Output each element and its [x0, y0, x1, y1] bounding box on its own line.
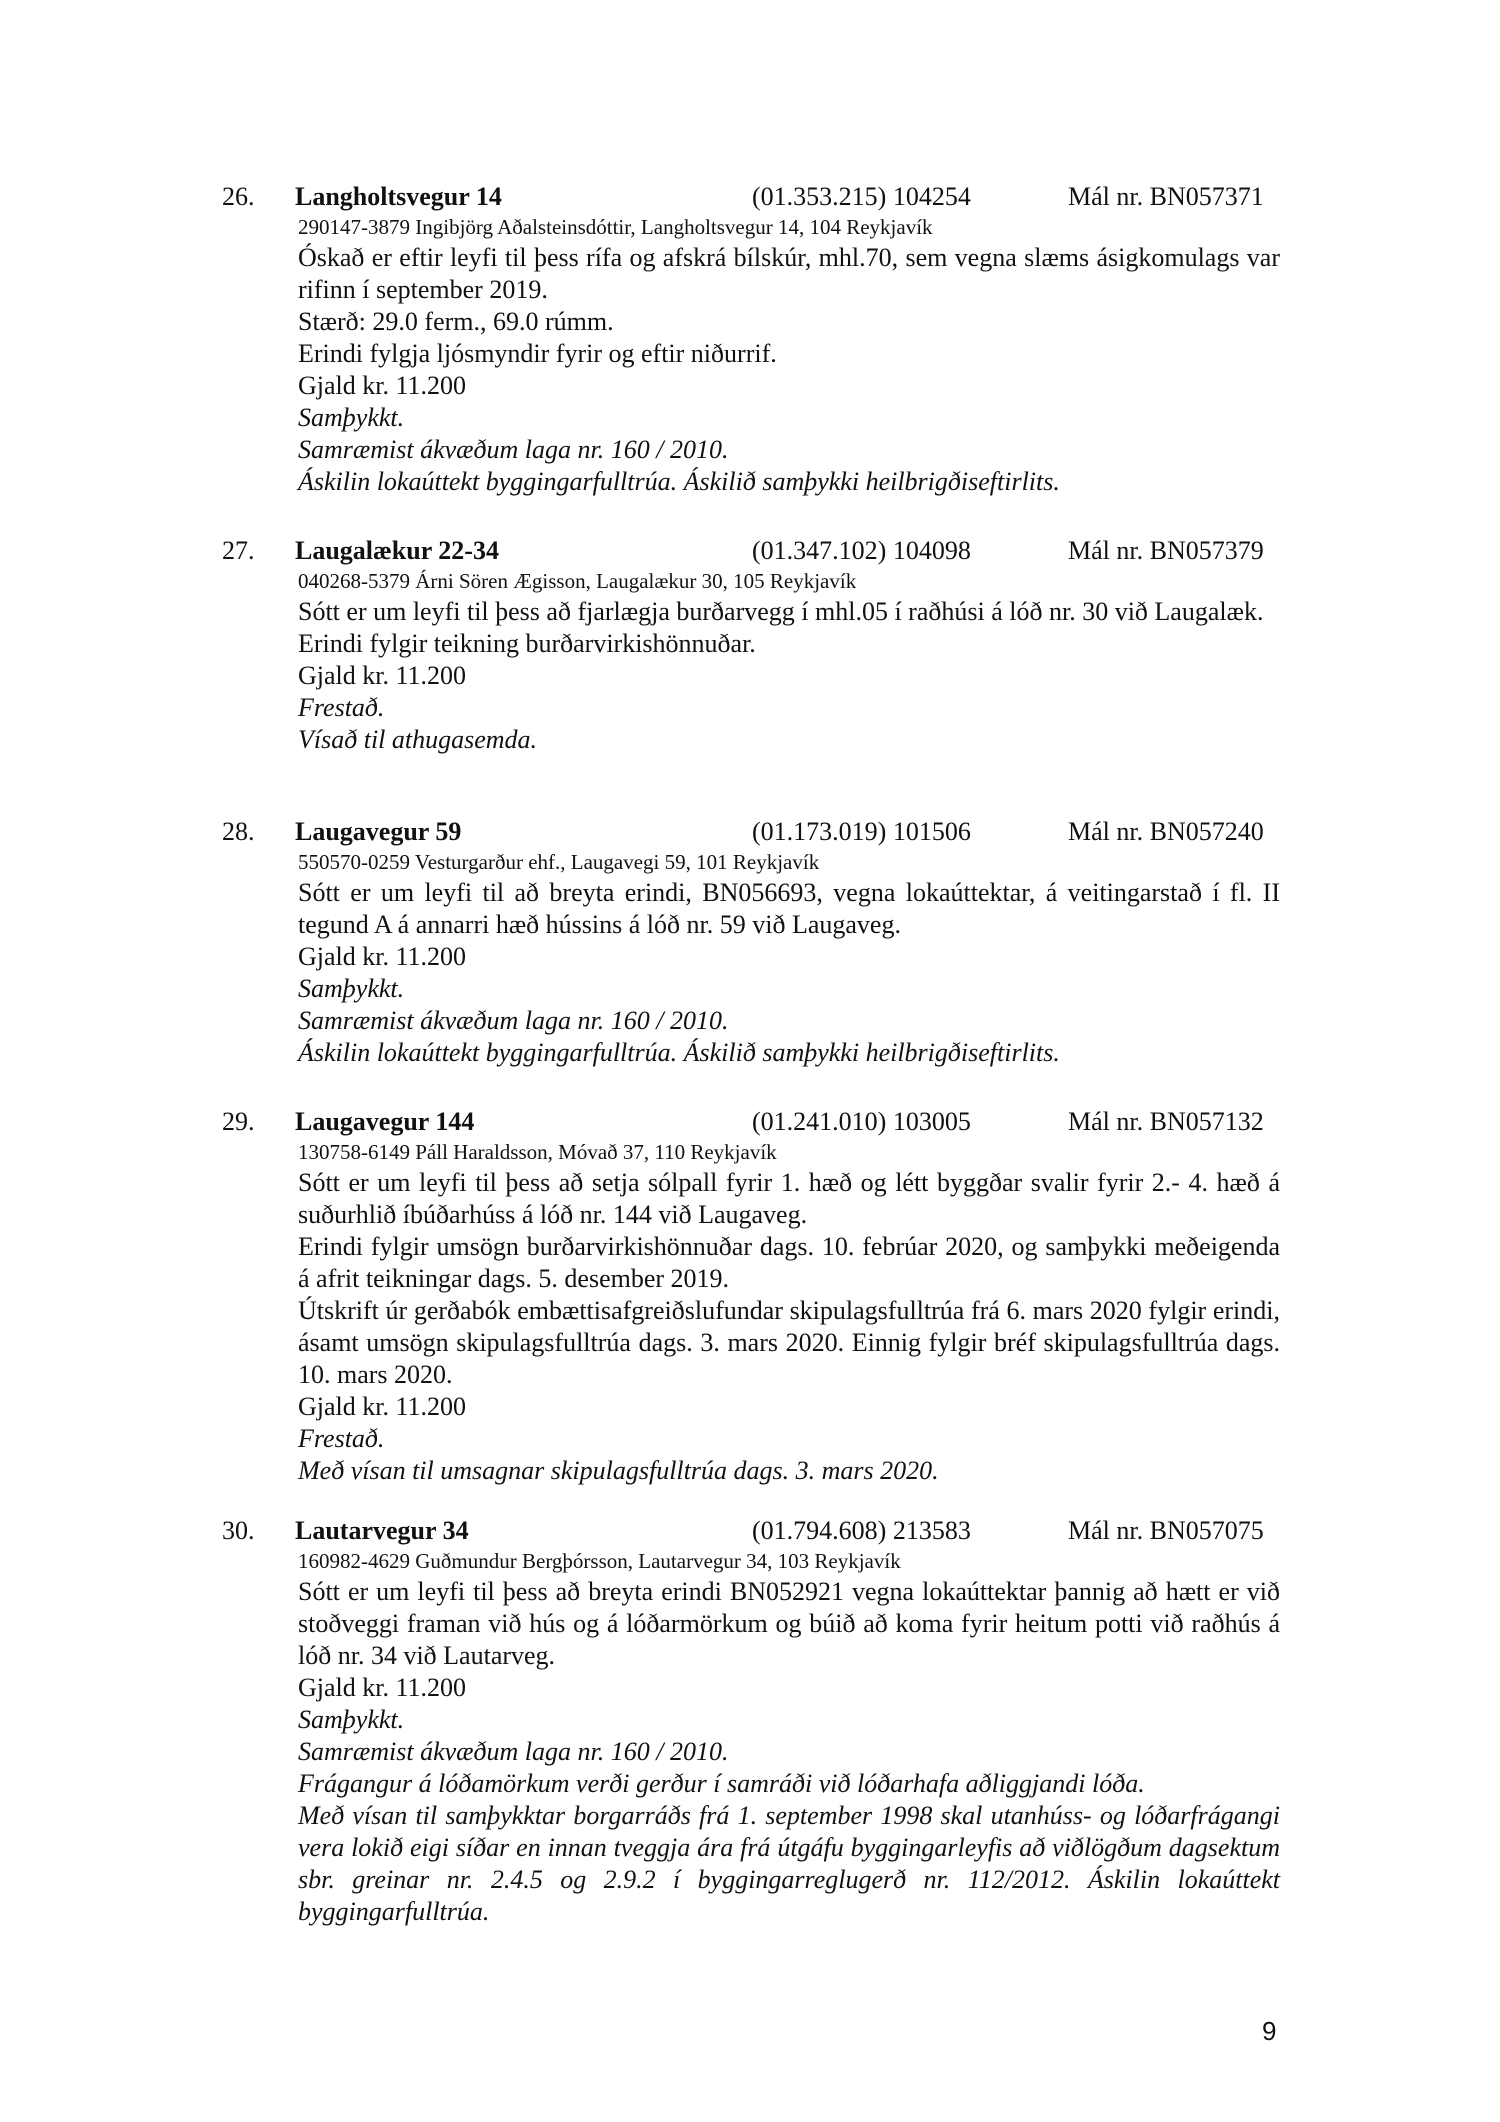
entry-body — [298, 1139, 1280, 1487]
entry-decision: Samræmist ákvæðum laga nr. 160 / 2010. — [298, 1006, 729, 1035]
entry-fee: Gjald kr. 11.200 — [298, 1673, 467, 1702]
entry-applicant: 290147-3879 Ingibjörg Aðalsteinsdóttir, Langholtsvegur 14, 104 Reykjavík — [298, 215, 933, 239]
entry-property-ref: (01.794.608) 213583 — [752, 1516, 971, 1545]
entry-decision: Samþykkt. — [298, 1705, 405, 1734]
entry-case-number: Mál nr. BN057379 — [1068, 536, 1264, 565]
entry-number: 26. — [222, 182, 255, 211]
entry-decision: Með vísan til umsagnar skipulagsfulltrúa dags. 3. mars 2020. — [298, 1456, 939, 1485]
entry-applicant: 040268-5379 Árni Sören Ægisson, Laugalækur 30, 105 Reykjavík — [298, 569, 857, 593]
entry-decision: Áskilin lokaúttekt byggingarfulltrúa. Áskilið samþykki heilbrigðiseftirlits. — [298, 1038, 1060, 1067]
entry-number: 27. — [222, 536, 255, 565]
entry-decision: Með vísan til samþykktar borgarráðs frá 1. september 1998 skal utanhúss- og lóðarfrágangi vera lokið eigi síðar en innan tveggja ára frá útgáfu byggingarleyfis að viðlögðum dagsektum sbr. greinar nr. 2.4.5 og 2.9.2 í byggingarreglugerð nr. 112/2012. Áskilin lokaúttekt byggingarfulltrúa. — [298, 1801, 1280, 1926]
case-entry — [222, 180, 1282, 498]
entry-text: Sótt er um leyfi til að breyta erindi, BN056693, vegna lokaúttektar, á veitingarstað í fl. II tegund A á annarri hæð hússins á lóð nr. 59 við Laugaveg. — [298, 878, 1280, 939]
entry-fee: Gjald kr. 11.200 — [298, 661, 467, 690]
entry-text: Erindi fylgja ljósmyndir fyrir og eftir niðurrif. — [298, 339, 777, 368]
entry-address: Laugavegur 59 — [295, 817, 462, 846]
case-entry — [222, 1514, 1282, 1928]
entry-case-number: Mál nr. BN057240 — [1068, 817, 1264, 846]
entry-decision: Áskilin lokaúttekt byggingarfulltrúa. Áskilið samþykki heilbrigðiseftirlits. — [298, 467, 1060, 496]
entry-body — [298, 214, 1280, 498]
entry-text: Útskrift úr gerðabók embættisafgreiðslufundar skipulagsfulltrúa frá 6. mars 2020 fylgir erindi, ásamt umsögn skipulagsfulltrúa dags. 3. mars 2020. Einnig fylgir bréf skipulagsfulltrúa dags. 10. mars 2020. — [298, 1296, 1280, 1389]
entry-decision: Samræmist ákvæðum laga nr. 160 / 2010. — [298, 1737, 729, 1766]
entry-decision: Vísað til athugasemda. — [298, 725, 538, 754]
case-entry — [222, 534, 1282, 756]
entry-property-ref: (01.353.215) 104254 — [752, 182, 971, 211]
entry-body — [298, 568, 1280, 756]
entry-address: Laugalækur 22-34 — [295, 536, 499, 565]
entry-text: Stærð: 29.0 ferm., 69.0 rúmm. — [298, 307, 614, 336]
entry-header — [222, 534, 1282, 568]
entry-number: 28. — [222, 817, 255, 846]
entry-decision: Frestað. — [298, 693, 385, 722]
entry-decision: Samþykkt. — [298, 974, 405, 1003]
entry-text: Óskað er eftir leyfi til þess rífa og afskrá bílskúr, mhl.70, sem vegna slæms ásigkomulags var rifinn í september 2019. — [298, 243, 1280, 304]
entry-text: Erindi fylgir teikning burðarvirkishönnuðar. — [298, 629, 756, 658]
case-entry — [222, 815, 1282, 1069]
entry-property-ref: (01.173.019) 101506 — [752, 817, 971, 846]
entry-property-ref: (01.241.010) 103005 — [752, 1107, 971, 1136]
entry-header — [222, 1514, 1282, 1548]
entry-number: 29. — [222, 1107, 255, 1136]
entry-header — [222, 1105, 1282, 1139]
entry-text: Sótt er um leyfi til þess að setja sólpall fyrir 1. hæð og létt byggðar svalir fyrir 2.- 4. hæð á suðurhlið íbúðarhúss á lóð nr. 144 við Laugaveg. — [298, 1168, 1280, 1229]
entry-case-number: Mál nr. BN057371 — [1068, 182, 1264, 211]
entry-body — [298, 849, 1280, 1069]
entry-property-ref: (01.347.102) 104098 — [752, 536, 971, 565]
entry-address: Laugavegur 144 — [295, 1107, 475, 1136]
entry-header — [222, 815, 1282, 849]
entry-text: Sótt er um leyfi til þess að breyta erindi BN052921 vegna lokaúttektar þannig að hætt er við stoðveggi framan við hús og á lóðarmörkum og búið að koma fyrir heitum potti við raðhús á lóð nr. 34 við Lautarveg. — [298, 1577, 1280, 1670]
case-entry — [222, 1105, 1282, 1487]
entry-decision: Samræmist ákvæðum laga nr. 160 / 2010. — [298, 435, 729, 464]
entry-header — [222, 180, 1282, 214]
entry-decision: Samþykkt. — [298, 403, 405, 432]
entry-case-number: Mál nr. BN057132 — [1068, 1107, 1264, 1136]
entry-address: Langholtsvegur 14 — [295, 182, 502, 211]
entry-number: 30. — [222, 1516, 255, 1545]
entry-text: Erindi fylgir umsögn burðarvirkishönnuðar dags. 10. febrúar 2020, og samþykki meðeigenda á afrit teikningar dags. 5. desember 2019. — [298, 1232, 1280, 1293]
entry-applicant: 160982-4629 Guðmundur Bergþórsson, Lautarvegur 34, 103 Reykjavík — [298, 1549, 901, 1573]
page-number: 9 — [1262, 2016, 1277, 2046]
entry-body — [298, 1548, 1280, 1928]
entry-fee: Gjald kr. 11.200 — [298, 942, 467, 971]
entry-case-number: Mál nr. BN057075 — [1068, 1516, 1264, 1545]
entry-fee: Gjald kr. 11.200 — [298, 1392, 467, 1421]
entry-applicant: 130758-6149 Páll Haraldsson, Móvað 37, 110 Reykjavík — [298, 1140, 777, 1164]
entry-fee: Gjald kr. 11.200 — [298, 371, 467, 400]
entry-text: Sótt er um leyfi til þess að fjarlægja burðarvegg í mhl.05 í raðhúsi á lóð nr. 30 við Laugalæk. — [298, 597, 1264, 626]
entry-decision: Frestað. — [298, 1424, 385, 1453]
entry-applicant: 550570-0259 Vesturgarður ehf., Laugavegi 59, 101 Reykjavík — [298, 850, 820, 874]
entry-address: Lautarvegur 34 — [295, 1516, 469, 1545]
entry-decision: Frágangur á lóðamörkum verði gerður í samráði við lóðarhafa aðliggjandi lóða. — [298, 1769, 1145, 1798]
